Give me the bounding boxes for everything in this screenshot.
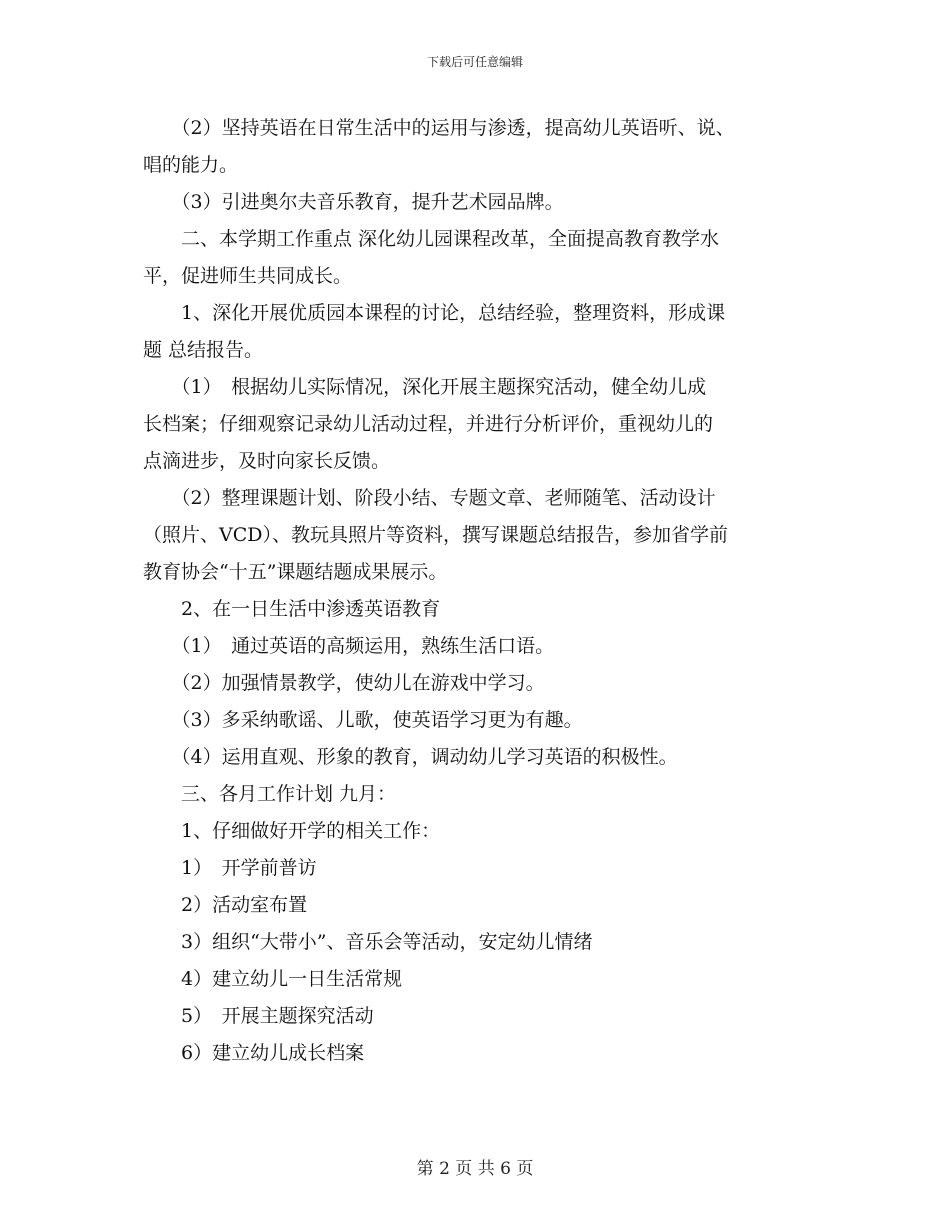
text-line: 5） 开展主题探究活动 <box>143 1005 374 1027</box>
text-line: （1） 根据幼儿实际情况，深化开展主题探究活动，健全幼儿成 <box>143 376 707 398</box>
text-line: （2）加强情景教学，使幼儿在游戏中学习。 <box>143 672 545 694</box>
text-line: 1、仔细做好开学的相关工作： <box>143 820 441 842</box>
text-line: 点滴进步，及时向家长反馈。 <box>143 450 391 472</box>
text-line: 4）建立幼儿一日生活常规 <box>143 968 403 990</box>
text-line: 平，促进师生共同成长。 <box>143 265 353 287</box>
text-line: 长档案；仔细观察记录幼儿活动过程，并进行分析评价，重视幼儿的 <box>143 413 714 435</box>
text-line: 3）组织“大带小”、音乐会等活动，安定幼儿情绪 <box>143 931 593 953</box>
text-line: 1、深化开展优质园本课程的讨论，总结经验，整理资料，形成课 <box>143 302 726 324</box>
text-line: （2）整理课题计划、阶段小结、专题文章、老师随笔、活动设计 <box>143 487 716 509</box>
text-line: 2）活动室布置 <box>143 894 308 916</box>
text-line: （4）运用直观、形象的教育，调动幼儿学习英语的积极性。 <box>143 746 678 768</box>
page-number-footer: 第 2 页 共 6 页 <box>416 1159 534 1179</box>
text-line: （照片、VCD）、教玩具照片等资料，撰写课题总结报告，参加省学前 <box>143 524 728 546</box>
text-line: 唱的能力。 <box>143 154 239 176</box>
document-body <box>143 110 823 1072</box>
text-line: （3）引进奥尔夫音乐教育，提升艺术园品牌。 <box>143 191 564 213</box>
text-line: （1） 通过英语的高频运用，熟练生活口语。 <box>143 635 555 657</box>
text-line: 1） 开学前普访 <box>143 857 317 879</box>
text-line: 三、各月工作计划 九月： <box>143 783 397 805</box>
text-line: 二、本学期工作重点 深化幼儿园课程改革，全面提高教育教学水 <box>143 228 720 250</box>
text-line: （3）多采纳歌谣、儿歌，使英语学习更为有趣。 <box>143 709 583 731</box>
page-header: 下载后可任意编辑 <box>426 55 523 69</box>
text-line: （2）坚持英语在日常生活中的运用与渗透，提高幼儿英语听、说、 <box>143 117 735 139</box>
text-line: 6）建立幼儿成长档案 <box>143 1042 365 1064</box>
text-line: 题 总结报告。 <box>143 339 264 361</box>
text-line: 教育协会“十五”课题结题成果展示。 <box>143 561 448 583</box>
text-line: 2、在一日生活中渗透英语教育 <box>143 598 441 620</box>
